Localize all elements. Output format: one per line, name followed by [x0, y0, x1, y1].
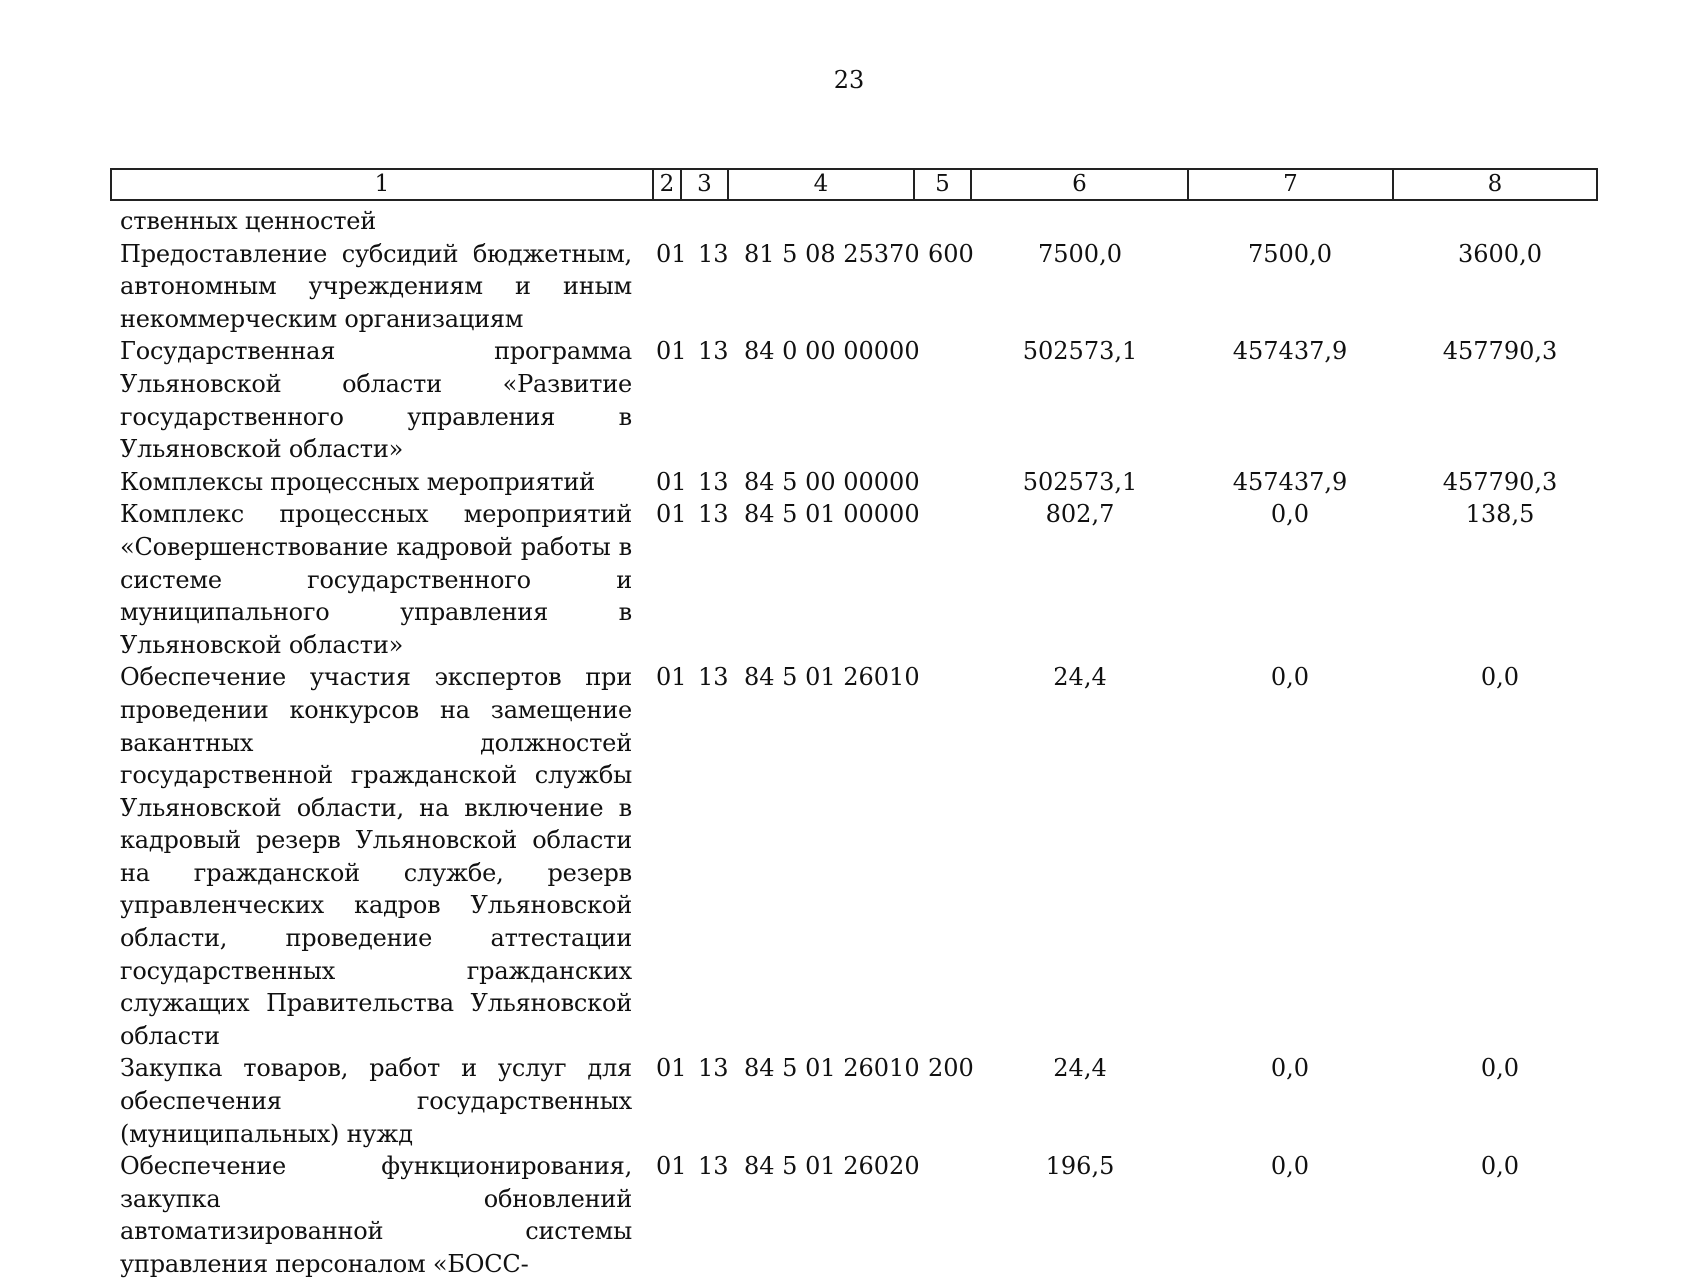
row-col-4: 84 5 01 26010 — [744, 1054, 920, 1083]
row-col-4: 84 5 01 26010 — [744, 663, 920, 692]
row-name: Предоставление субсидий бюджетным, автономным учреждениям и иным некоммерческим организациям — [120, 239, 632, 333]
row-col-7: 457437,9 — [1232, 337, 1348, 366]
row-col-8: 0,0 — [1480, 663, 1520, 692]
row-col-6: 24,4 — [1053, 1054, 1107, 1083]
row-col-4: 84 5 01 00000 — [744, 500, 920, 529]
row-col-7: 457437,9 — [1232, 467, 1348, 496]
row-name: Обеспечение функционирования, закупка обновлений автоматизированной системы управления персоналом «БОСС- — [120, 1152, 632, 1278]
row-col-4: 84 0 00 00000 — [744, 337, 920, 366]
table-row — [120, 1150, 1598, 1280]
table-row — [120, 205, 1598, 238]
table-body — [120, 205, 1598, 1281]
row-col-8: 138,5 — [1465, 500, 1535, 529]
row-col-6: 502573,1 — [1022, 467, 1138, 496]
row-name: ственных ценностей — [120, 207, 377, 235]
row-name: Комплекс процессных мероприятий «Совершенствование кадровой работы в системе государственного и муниципального управления в Ульяновской области» — [120, 500, 632, 659]
header-col-7: 7 — [1189, 170, 1394, 199]
row-col-6: 7500,0 — [1038, 239, 1122, 268]
row-col-3: 13 — [698, 467, 729, 496]
header-col-1: 1 — [112, 170, 654, 199]
row-col-7: 0,0 — [1270, 500, 1310, 529]
row-col-2: 01 — [656, 663, 687, 692]
row-col-2: 01 — [656, 239, 687, 268]
row-col-2: 01 — [656, 500, 687, 529]
row-col-2: 01 — [656, 1054, 687, 1083]
row-name: Государственная программа Ульяновской области «Развитие государственного управления в Ульяновской области» — [120, 337, 632, 464]
row-name: Закупка товаров, работ и услуг для обеспечения государственных (муниципальных) нужд — [120, 1054, 632, 1148]
table-row — [120, 1052, 1598, 1150]
row-col-6: 24,4 — [1053, 663, 1107, 692]
table-header — [110, 168, 1598, 201]
row-col-3: 13 — [698, 1152, 729, 1181]
row-col-7: 7500,0 — [1248, 239, 1332, 268]
row-col-3: 13 — [698, 1054, 729, 1083]
row-col-8: 457790,3 — [1442, 467, 1558, 496]
table-row — [120, 661, 1598, 1052]
header-col-5: 5 — [915, 170, 972, 199]
table-row — [120, 498, 1598, 661]
header-col-2: 2 — [654, 170, 682, 199]
row-col-6: 502573,1 — [1022, 337, 1138, 366]
row-name: Обеспечение участия экспертов при проведении конкурсов на замещение вакантных должностей государственной гражданской службы Ульяновской области, на включение в кадровый резерв Ульяновской области на гражданской службе, резерв управленческих кадров Ульяновской области, проведение аттестации государственных гражданских служащих Правительства Ульяновской области — [120, 663, 632, 1050]
row-col-4: 84 5 01 26020 — [744, 1152, 920, 1181]
row-col-3: 13 — [698, 663, 729, 692]
row-col-6: 196,5 — [1045, 1152, 1115, 1181]
row-col-3: 13 — [698, 239, 729, 268]
row-col-3: 13 — [698, 500, 729, 529]
row-col-7: 0,0 — [1270, 1054, 1310, 1083]
row-col-8: 3600,0 — [1458, 239, 1542, 268]
table-row — [120, 466, 1598, 499]
row-col-5: 200 — [928, 1054, 974, 1083]
row-col-3: 13 — [698, 337, 729, 366]
header-col-4: 4 — [729, 170, 915, 199]
row-col-5: 600 — [928, 239, 974, 268]
table-row — [120, 335, 1598, 465]
row-col-7: 0,0 — [1270, 663, 1310, 692]
row-col-2: 01 — [656, 337, 687, 366]
row-name: Комплексы процессных мероприятий — [120, 467, 595, 496]
table-row — [120, 238, 1598, 336]
header-col-6: 6 — [972, 170, 1189, 199]
row-col-2: 01 — [656, 467, 687, 496]
row-col-8: 0,0 — [1480, 1152, 1520, 1181]
row-col-8: 457790,3 — [1442, 337, 1558, 366]
row-col-4: 81 5 08 25370 — [744, 239, 920, 268]
row-col-2: 01 — [656, 1152, 687, 1181]
header-col-3: 3 — [682, 170, 729, 199]
row-col-8: 0,0 — [1480, 1054, 1520, 1083]
row-col-7: 0,0 — [1270, 1152, 1310, 1181]
page-number: 23 — [833, 66, 865, 94]
header-col-8: 8 — [1487, 171, 1503, 197]
row-col-4: 84 5 00 00000 — [744, 467, 920, 496]
row-col-6: 802,7 — [1045, 500, 1115, 529]
